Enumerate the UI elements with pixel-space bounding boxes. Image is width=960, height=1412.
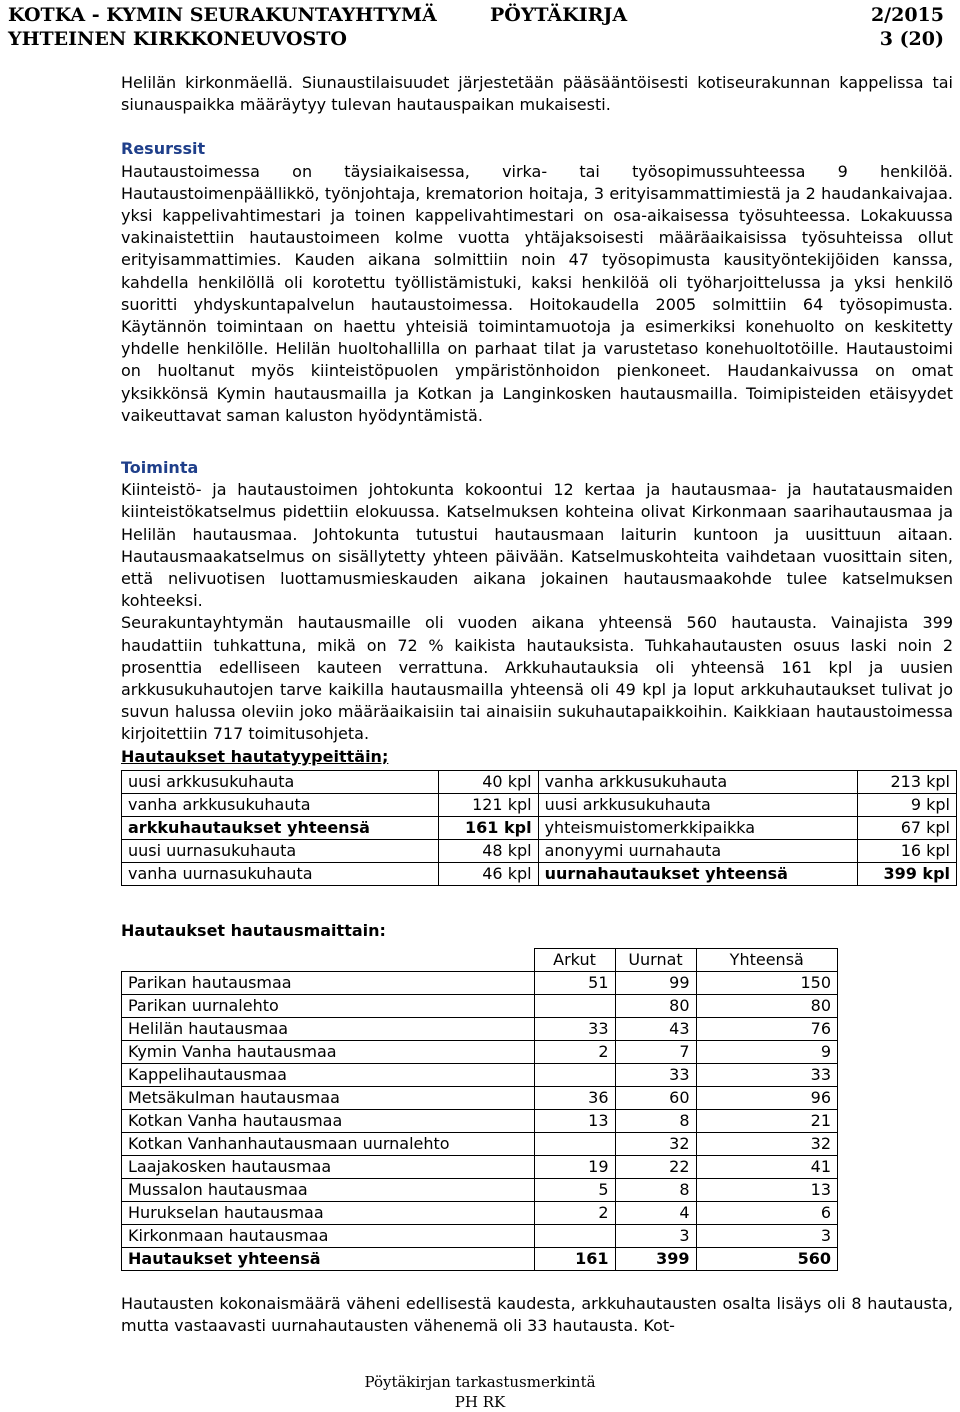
- column-header-arkut: Arkut: [534, 949, 615, 972]
- table-cell: 2: [534, 1202, 615, 1225]
- intro-paragraph: Helilän kirkonmäellä. Siunaustilaisuudet järjestetään pääsääntöisesti kotiseurakunnan kappelissa tai siunauspaikka määräytyy tulevan hautauspaikan mukaisesti.: [121, 73, 953, 115]
- council-name: YHTEINEN KIRKKONEUVOSTO: [8, 28, 347, 50]
- document-body: [121, 72, 953, 1338]
- table-cell: 67 kpl: [857, 816, 956, 839]
- table-cell: Mussalon hautausmaa: [122, 1179, 535, 1202]
- table-cell: 33: [696, 1064, 838, 1087]
- table-cell: 33: [615, 1064, 696, 1087]
- table-cell: 150: [696, 972, 838, 995]
- table-row: [122, 1225, 838, 1248]
- table-row: [122, 1133, 838, 1156]
- table-cell: Laajakosken hautausmaa: [122, 1156, 535, 1179]
- table-cell: 48 kpl: [439, 839, 538, 862]
- table-cell: uusi uurnasukuhauta: [122, 839, 439, 862]
- table-cell: Hurukselan hautausmaa: [122, 1202, 535, 1225]
- table-total-row: [122, 1248, 838, 1271]
- table-cell: Parikan hautausmaa: [122, 972, 535, 995]
- table-cell: 41: [696, 1156, 838, 1179]
- table-cell: 3: [696, 1225, 838, 1248]
- table-cell: 21: [696, 1110, 838, 1133]
- table-cell: 399: [615, 1248, 696, 1271]
- table-cell: 161: [534, 1248, 615, 1271]
- table-cell: Parikan uurnalehto: [122, 995, 535, 1018]
- table-cell: 99: [615, 972, 696, 995]
- table-cell: Kotkan Vanha hautausmaa: [122, 1110, 535, 1133]
- table-cell: Kymin Vanha hautausmaa: [122, 1041, 535, 1064]
- table-cell: [534, 1133, 615, 1156]
- table-cell: 80: [615, 995, 696, 1018]
- table-cell: [122, 949, 535, 972]
- table-cell: 80: [696, 995, 838, 1018]
- section-heading-toiminta: Toiminta: [121, 458, 199, 478]
- table-cell: 43: [615, 1018, 696, 1041]
- table-row: [122, 1179, 838, 1202]
- document-type: PÖYTÄKIRJA: [490, 4, 628, 26]
- table-row: [122, 816, 957, 839]
- table-row: [122, 1156, 838, 1179]
- table-cell: 16 kpl: [857, 839, 956, 862]
- table-cell: anonyymi uurnahauta: [538, 839, 857, 862]
- table-cell: 33: [534, 1018, 615, 1041]
- table-row: [122, 1087, 838, 1110]
- table-cell: 5: [534, 1179, 615, 1202]
- table-cell: Kappelihautausmaa: [122, 1064, 535, 1087]
- toiminta-paragraph-1: Kiinteistö- ja hautaustoimen johtokunta kokoontui 12 kertaa ja hautausmaa- ja hautatausmaiden kiinteistökatselmus pidettiin elokuussa. Katselmuksen kohteina olivat Kirkonmaan saarihautausmaa ja Helilän hautausmaa. Johtokunta tutustui hautausmaan laiturin kuntoon ja uusittuun aitaan. Hautausmaakatselmus on sisällytetty yhteen päivään. Katselmuskohteita vaihdetaan vuosittain siten, että nelivuotisen luottamusmieskauden aikana jokainen hautausmaakohde tulee katselmuksen kohteeksi.: [121, 480, 953, 611]
- table-row: [122, 1018, 838, 1041]
- table-cell: 161 kpl: [439, 816, 538, 839]
- table-cell: 9: [696, 1041, 838, 1064]
- burials-by-cemetery-table: [121, 948, 838, 1271]
- table-cell: uusi arkkusukuhauta: [122, 770, 439, 793]
- table-cell: Kirkonmaan hautausmaa: [122, 1225, 535, 1248]
- table-cell: [534, 995, 615, 1018]
- table-cell: 19: [534, 1156, 615, 1179]
- burial-types-table: [121, 770, 957, 886]
- table-cell: 22: [615, 1156, 696, 1179]
- column-header-yhteensa: Yhteensä: [696, 949, 838, 972]
- table-cell: 121 kpl: [439, 793, 538, 816]
- table-row: [122, 770, 957, 793]
- page-number: 3 (20): [879, 28, 944, 50]
- table-cell: 13: [696, 1179, 838, 1202]
- table-cell: [534, 1225, 615, 1248]
- table-cell: 213 kpl: [857, 770, 956, 793]
- table-cell: 36: [534, 1087, 615, 1110]
- table-cell: Kotkan Vanhanhautausmaan uurnalehto: [122, 1133, 535, 1156]
- table-cell: 32: [615, 1133, 696, 1156]
- table-row: [122, 793, 957, 816]
- table-cell: 6: [696, 1202, 838, 1225]
- closing-paragraph: Hautausten kokonaismäärä väheni edellisestä kaudesta, arkkuhautausten osalta lisäys oli 8 hautausta, mutta vastaavasti uurnahautausten vähenemä oli 33 hautausta. Kot-: [121, 1294, 953, 1336]
- table-cell: 60: [615, 1087, 696, 1110]
- table-cell: 96: [696, 1087, 838, 1110]
- table-cell: yhteismuistomerkkipaikka: [538, 816, 857, 839]
- table-cell: 4: [615, 1202, 696, 1225]
- table-cell: 51: [534, 972, 615, 995]
- table-row: [122, 995, 838, 1018]
- table-cell: Helilän hautausmaa: [122, 1018, 535, 1041]
- table-row: [122, 1110, 838, 1133]
- table-row: [122, 1041, 838, 1064]
- table-cell: 13: [534, 1110, 615, 1133]
- table-header-row: [122, 949, 838, 972]
- table-cell: vanha arkkusukuhauta: [538, 770, 857, 793]
- table-cell: 560: [696, 1248, 838, 1271]
- table-row: [122, 1064, 838, 1087]
- table-cell: 8: [615, 1110, 696, 1133]
- organization-name: KOTKA - KYMIN SEURAKUNTAYHTYMÄ: [8, 4, 437, 26]
- table-cell: 46 kpl: [439, 862, 538, 885]
- resurssit-paragraph: Hautaustoimessa on täysiaikaisessa, virka- tai työsopimussuhteessa 9 henkilöä. Hautaustoimenpäällikkö, työnjohtaja, krematorion hoitaja, 3 erityisammattimiestä ja 2 haudankaivajaa. yksi kappelivahtimestari ja toinen kappelivahtimestari on osa-aikaisessa työsuhteessa. Lokakuussa vakinaistettiin hautaustoimeen kolme vuotta yhtäjaksoisesti määräaikaisissa työsuhteissa ollut erityisammattimies. Kauden aikana solmittiin noin 47 työsopimusta kausityöntekijöiden kanssa, kahdella henkilöllä oli korotettu työllistämistuki, kaksi henkilöä oli työharjoittelussa ja yksi henkilö suoritti yhdyskuntapalvelun hautaustoimessa. Hoitokaudella 2005 solmittiin 64 työsopimusta. Käytännön toimintaan on haettu yhteisiä toimintamuotoja ja esimerkiksi konehuolto on keskitetty yhdelle henkilölle. Helilän huoltohallilla on parhaat tilat ja varustetaso konehuoltotöille. Hautaustoimi on huoltanut myös kiinteistöpuolen ympäristönhoidon pienkoneet. Haudankaivussa on omat yksikkönsä Kymin hautausmailla ja Kotkan ja Langinkosken hautausmailla. Toimipisteiden etäisyydet vaikeuttavat saman kaluston hyödyntämistä.: [121, 161, 953, 425]
- section-heading-resurssit: Resurssit: [121, 139, 206, 159]
- table-cell: Metsäkulman hautausmaa: [122, 1087, 535, 1110]
- table-cell: 32: [696, 1133, 838, 1156]
- column-header-uurnat: Uurnat: [615, 949, 696, 972]
- cemetery-table-heading: Hautaukset hautausmaittain:: [121, 920, 386, 940]
- table-cell: uusi arkkusukuhauta: [538, 793, 857, 816]
- table-cell: 7: [615, 1041, 696, 1064]
- table-cell: uurnahautaukset yhteensä: [538, 862, 857, 885]
- table-cell: 9 kpl: [857, 793, 956, 816]
- table-cell: vanha uurnasukuhauta: [122, 862, 439, 885]
- table-row: [122, 839, 957, 862]
- toiminta-paragraph-2: Seurakuntayhtymän hautausmaille oli vuoden aikana yhteensä 560 hautausta. Vainajista 399 haudattiin tuhkattuna, mikä on 72 % kaikista hautauksista. Tuhkahautausten osuus laski noin 2 prosenttia edelliseen kauteen verrattuna. Arkkuhautauksia oli yhteensä 161 kpl ja uusien arkkusukuhautojen tarve kaikilla hautausmailla yhteensä oli 49 kpl ja loput arkkuhautaukset tulivat jo suvun halussa oleviin joko määräaikaisiin tai ainaisiin sukuhautapaikkoihin. Kaikkiaan hautaustoimessa kirjoitettiin 717 toimitusohjeta.: [121, 613, 953, 744]
- types-table-heading: Hautaukset hautatyypeittäin;: [121, 746, 389, 766]
- table-cell: 8: [615, 1179, 696, 1202]
- table-cell: 2: [534, 1041, 615, 1064]
- table-row: [122, 972, 838, 995]
- table-cell: arkkuhautaukset yhteensä: [122, 816, 439, 839]
- table-cell: 76: [696, 1018, 838, 1041]
- review-mark-label: Pöytäkirjan tarkastusmerkintä: [364, 1373, 596, 1391]
- table-cell: 399 kpl: [857, 862, 956, 885]
- table-cell: Hautaukset yhteensä: [122, 1248, 535, 1271]
- table-cell: 3: [615, 1225, 696, 1248]
- table-row: [122, 862, 957, 885]
- table-cell: 40 kpl: [439, 770, 538, 793]
- document-number: 2/2015: [870, 4, 944, 26]
- table-cell: vanha arkkusukuhauta: [122, 793, 439, 816]
- table-cell: [534, 1064, 615, 1087]
- reviewer-initials: PH RK: [454, 1393, 506, 1411]
- table-row: [122, 1202, 838, 1225]
